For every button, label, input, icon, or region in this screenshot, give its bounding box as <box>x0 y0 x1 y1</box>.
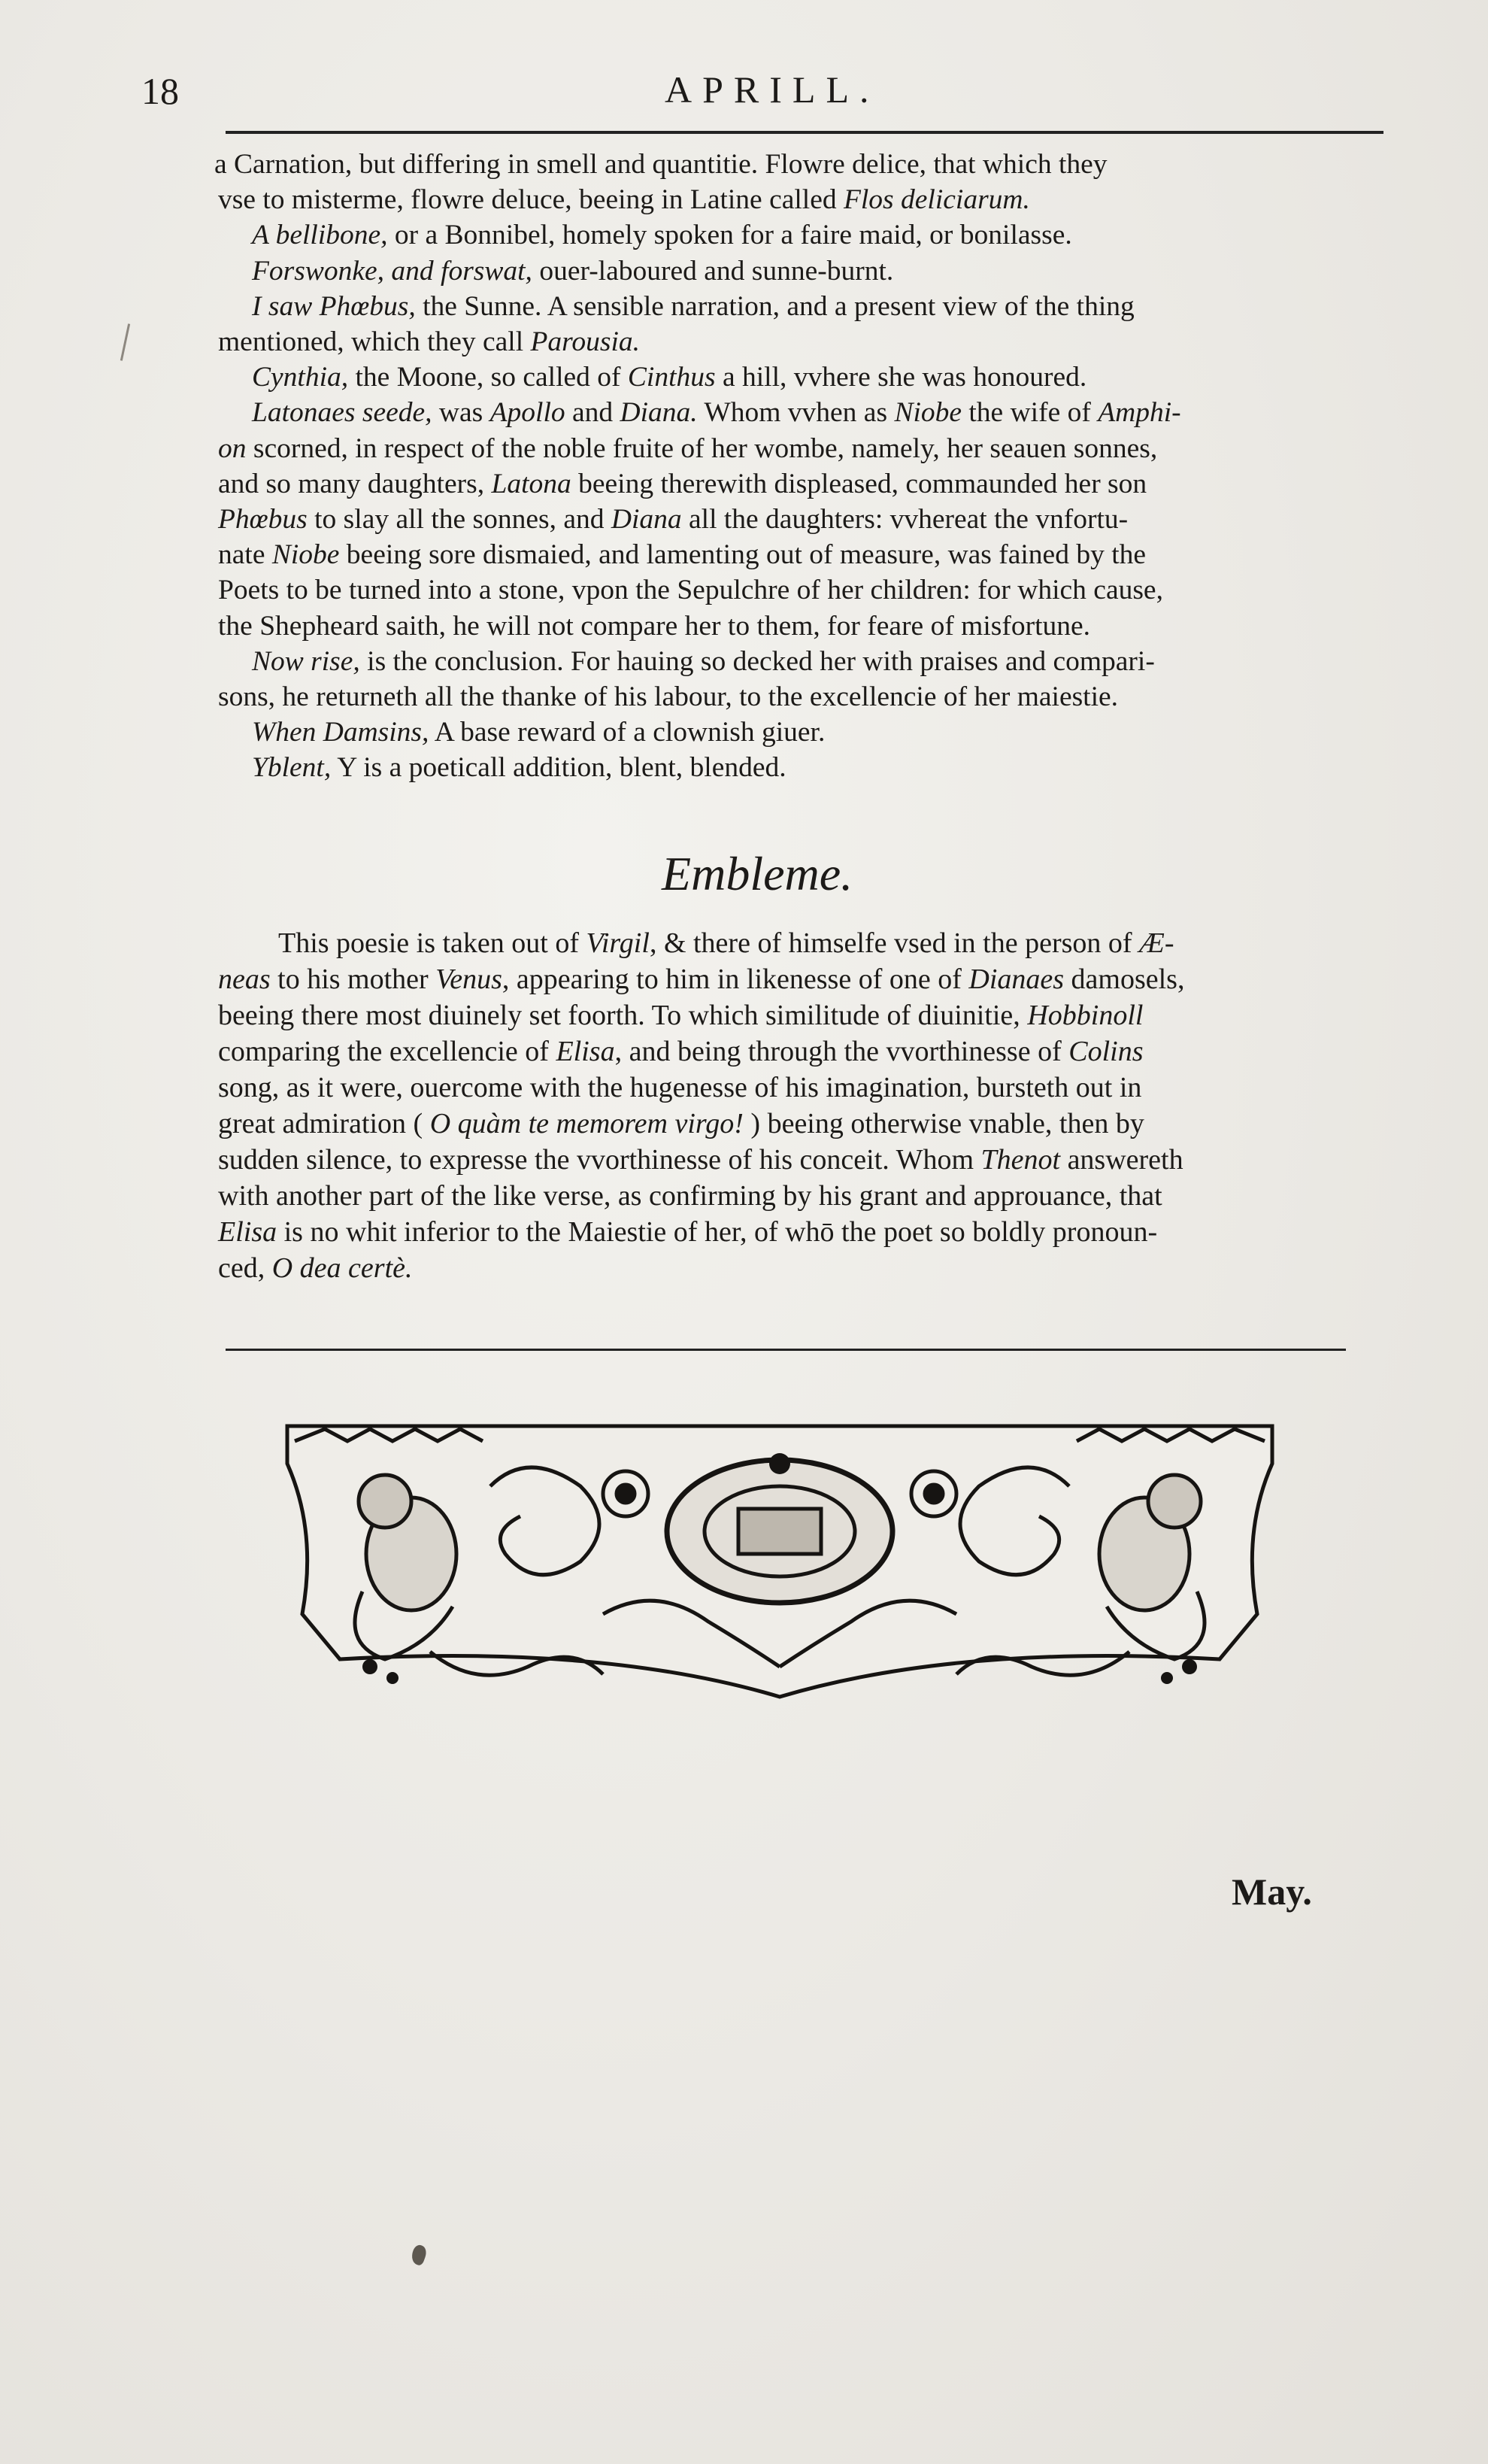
catchword: May. <box>1232 1871 1312 1913</box>
gloss-text <box>214 147 1316 786</box>
gloss-entry: Yblent, Y is a poeticall addition, blent, blended. <box>252 752 786 784</box>
gloss-term: When Damsins, <box>252 717 429 748</box>
gloss-entry <box>214 147 1316 217</box>
gloss-entry: Cynthia, the Moone, so called of Cinthus a hill, vvhere she was honoured. <box>252 362 1087 393</box>
running-head: APRILL. <box>665 68 880 111</box>
gloss-term: Cynthia, <box>252 362 349 393</box>
gloss-term: I saw Phœbus, <box>252 290 416 322</box>
gloss-entry: When Damsins, A base reward of a clownish giuer. <box>252 717 826 748</box>
gloss-term: Latonaes seede, <box>252 397 432 429</box>
emblem-text: This poesie is taken out of Virgil, & there of himselfe vsed in the person of Æ- neas to his mother Venus, appearing to him in likenesse of one of Dianaes damosels, beeing there most diuinely set foorth. To which similitude of diuinitie, Hobbinoll comparing the excellencie of Elisa, and being through the vvorthinesse of Colins song, as it were, ouercome with the hugenesse of his imagination, bursteth out in great admiration ( O quàm te memorem virgo! ) beeing otherwise vnable, then by sudden silence, to expresse the vvorthinesse of his conceit. Whom Thenot answereth with another part of the like verse, as confirming by his grant and approuance, that Elisa is no whit inferior to the Maiestie of her, of whō the poet so boldly pronoun- ced, O dea certè. <box>218 927 1185 1284</box>
gloss-entry: Latonaes seede, was Apollo and Diana. Whom vvhen as Niobe the wife of Amphi- on scorned, in respect of the noble fruite of her wombe, namely, her seauen sonnes, and so many daughters, Latona beeing therewith displeased, commaunded her son Phœbus to slay all the sonnes, and Diana all the daughters: vvhereat the vnfortu- nate Niobe beeing sore dismaied, and lamenting out of measure, was fained by the Poets to be turned into a stone, vpon the Sepulchre of her children: for which cause, the Shepheard saith, he will not compare her to them, for feare of misfortune. <box>218 397 1181 642</box>
margin-mark <box>120 323 130 361</box>
header-rule <box>226 131 1383 134</box>
ink-fleck <box>409 2244 429 2267</box>
page-number: 18 <box>141 70 179 112</box>
gloss-line: vse to misterme, flowre deluce, beeing in Latine called Flos deliciarum. <box>218 184 1030 216</box>
gloss-entry: Now rise, is the conclusion. For hauing so decked her with praises and compari- sons, he returneth all the thanke of his labour, to the excellencie of her maiestie. <box>218 645 1155 713</box>
gloss-term: Now rise, <box>252 645 360 677</box>
gloss-entry: A bellibone, or a Bonnibel, homely spoken for a faire maid, or bonilasse. <box>252 220 1072 251</box>
section-rule <box>226 1349 1346 1351</box>
gloss-term: A bellibone, <box>252 220 388 251</box>
gloss-line: a Carnation, but differing in smell and quantitie. Flowre delice, that which they <box>214 149 1108 180</box>
emblem-heading: Embleme. <box>662 847 853 900</box>
woodcut-ornament <box>280 1419 1280 1704</box>
gloss-entry: Forswonke, and forswat, ouer-laboured and sunne-burnt. <box>252 255 894 287</box>
gloss-term: Forswonke, and forswat, <box>252 255 532 287</box>
gloss-term: Yblent, <box>252 752 332 784</box>
gloss-entry: I saw Phœbus, the Sunne. A sensible narration, and a present view of the thing mentioned, which they call Parousia. <box>218 290 1135 358</box>
